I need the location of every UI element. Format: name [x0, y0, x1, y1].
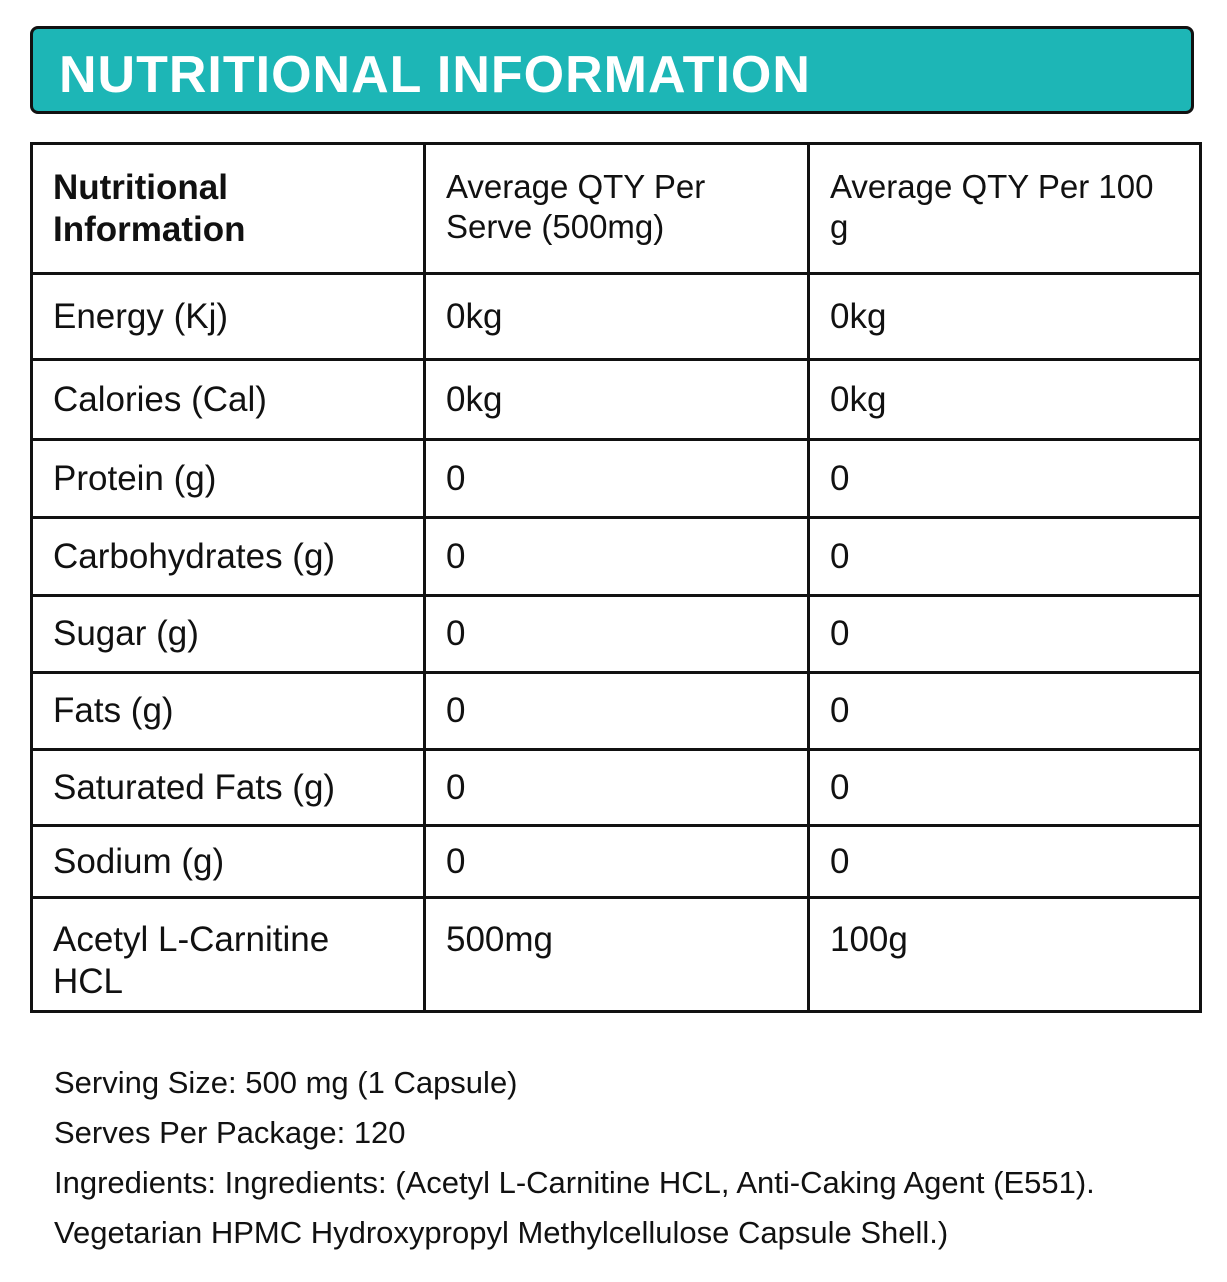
page-title: NUTRITIONAL INFORMATION	[59, 46, 811, 104]
nutrient-name: Sodium (g)	[32, 826, 425, 898]
nutrient-name: Protein (g)	[32, 440, 425, 518]
per-100g-value: 0	[809, 673, 1201, 750]
nutrient-name: Sugar (g)	[32, 596, 425, 673]
ingredients-label: Ingredients:	[54, 1165, 216, 1200]
table-header-row	[32, 144, 1201, 274]
per-100g-value: 0	[809, 440, 1201, 518]
title-banner	[30, 26, 1194, 114]
table-row	[32, 750, 1201, 826]
table-row	[32, 274, 1201, 360]
per-serve-value: 500mg	[425, 898, 809, 1012]
nutrient-name: Calories (Cal)	[32, 360, 425, 440]
nutrient-name: Acetyl L-Carnitine HCL	[32, 898, 425, 1012]
column-header-per-serve: Average QTY Per Serve (500mg)	[425, 144, 809, 274]
per-serve-value: 0	[425, 518, 809, 596]
product-footer-info	[54, 1058, 1194, 1258]
table-row	[32, 440, 1201, 518]
serving-size-text: Serving Size: 500 mg (1 Capsule)	[54, 1065, 518, 1100]
column-header-nutrient: Nutritional Information	[32, 144, 425, 274]
nutrient-name: Saturated Fats (g)	[32, 750, 425, 826]
per-100g-value: 0	[809, 518, 1201, 596]
serves-per-package-text: Serves Per Package: 120	[54, 1115, 406, 1150]
nutrient-name: Energy (Kj)	[32, 274, 425, 360]
table-row	[32, 898, 1201, 1012]
ingredients-line-2: Vegetarian HPMC Hydroxypropyl Methylcellulose Capsule Shell.)	[54, 1215, 949, 1250]
table-row	[32, 673, 1201, 750]
per-serve-value: 0kg	[425, 360, 809, 440]
nutrient-name: Carbohydrates (g)	[32, 518, 425, 596]
per-100g-value: 0kg	[809, 360, 1201, 440]
ingredients-line-1	[54, 1158, 1194, 1208]
per-100g-value: 0	[809, 826, 1201, 898]
ingredients-text-1: Ingredients: (Acetyl L-Carnitine HCL, Anti-Caking Agent (E551).	[224, 1165, 1095, 1200]
per-serve-value: 0	[425, 673, 809, 750]
per-100g-value: 0	[809, 596, 1201, 673]
per-100g-value: 0	[809, 750, 1201, 826]
per-100g-value: 100g	[809, 898, 1201, 1012]
per-serve-value: 0kg	[425, 274, 809, 360]
table-row	[32, 826, 1201, 898]
table-row	[32, 360, 1201, 440]
table-row	[32, 596, 1201, 673]
table-row	[32, 518, 1201, 596]
nutrient-name: Fats (g)	[32, 673, 425, 750]
column-header-per-100g: Average QTY Per 100 g	[809, 144, 1201, 274]
nutrition-table	[30, 142, 1202, 1013]
per-serve-value: 0	[425, 750, 809, 826]
per-serve-value: 0	[425, 596, 809, 673]
per-serve-value: 0	[425, 440, 809, 518]
per-serve-value: 0	[425, 826, 809, 898]
per-100g-value: 0kg	[809, 274, 1201, 360]
